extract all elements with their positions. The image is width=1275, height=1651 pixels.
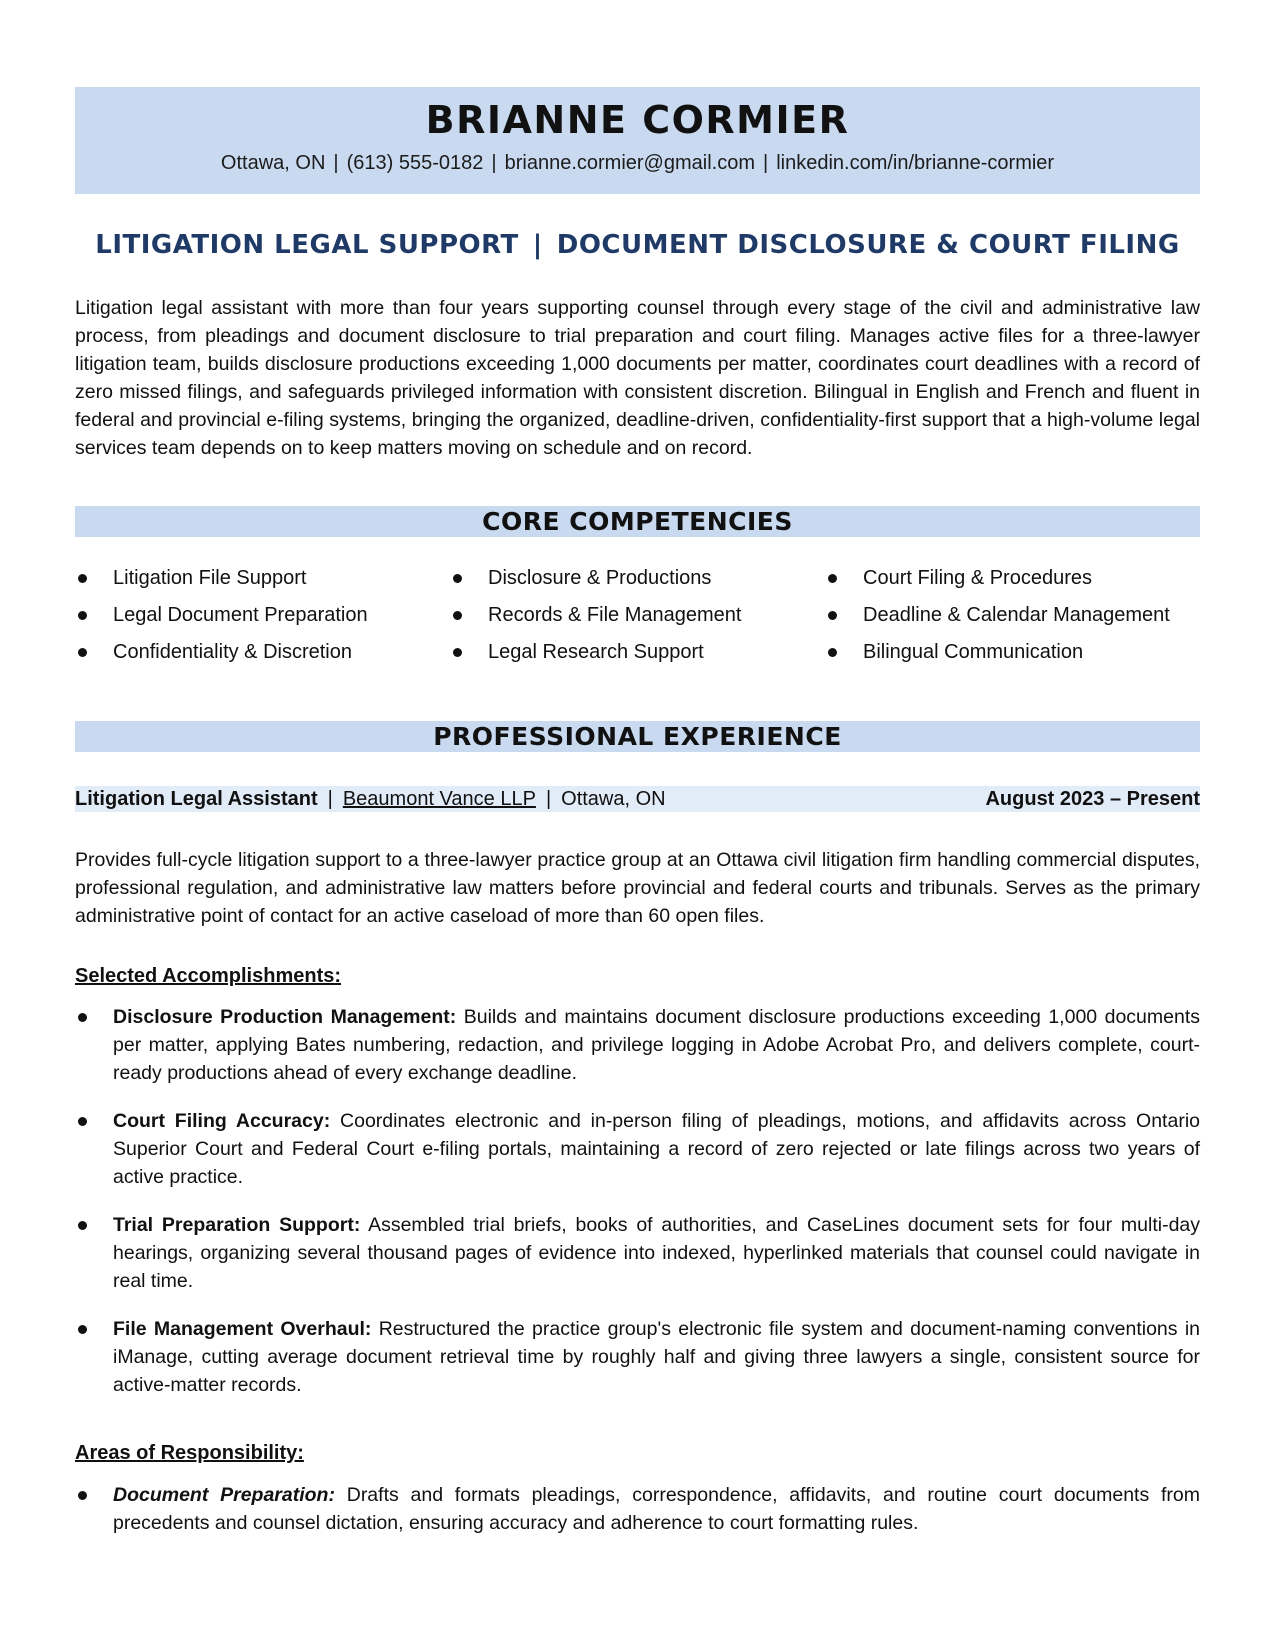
bullet-icon <box>453 648 462 657</box>
contact-linkedin[interactable]: linkedin.com/in/brianne-cormier <box>776 152 1055 174</box>
accomplishment-label: File Management Overhaul: <box>113 1318 372 1340</box>
accomplishments-list <box>75 1003 1200 1399</box>
bullet-icon <box>828 648 837 657</box>
bullet-icon <box>453 611 462 620</box>
accomplishment-item <box>75 1003 1200 1087</box>
accomplishment-text: Assembled trial briefs, books of authorities, and CaseLines document sets for four multi-day hearings, organizing several thousand pages of evidence into indexed, hyperlinked materials that counsel could navigate in real time. <box>113 1214 1201 1292</box>
job-location: Ottawa, ON <box>561 788 666 810</box>
bullet-icon <box>78 1325 87 1334</box>
competency-label: Confidentiality & Discretion <box>113 641 352 663</box>
job-separator: | <box>327 788 333 810</box>
headline-right: DOCUMENT DISCLOSURE & COURT FILING <box>556 230 1180 260</box>
job-description: Provides full-cycle litigation support to a three-lawyer practice group at an Ottawa civil litigation firm handling commercial disputes, professional regulation, and administrative law matters before provincial and federal courts and tribunals. Serves as the primary administrative point of contact for an active caseload of more than 60 open files. <box>75 849 1200 927</box>
accomplishment-text: Restructured the practice group's electronic file system and document-naming conventions in iManage, cutting average document retrieval time by roughly half and giving three lawyers a single, consistent source for active-matter records. <box>113 1318 1200 1396</box>
job-title: Litigation Legal Assistant <box>75 788 318 810</box>
accomplishment-label: Disclosure Production Management: <box>113 1006 457 1028</box>
bullet-icon <box>828 611 837 620</box>
employer-link[interactable]: Beaumont Vance LLP <box>342 788 536 810</box>
contact-phone[interactable]: (613) 555-0182 <box>346 152 484 174</box>
bullet-icon <box>78 1491 87 1500</box>
accomplishment-label: Trial Preparation Support: <box>113 1214 361 1236</box>
headline-separator: | <box>532 230 543 260</box>
accomplishments-heading: Selected Accomplishments: <box>75 965 342 987</box>
competency-label: Litigation File Support <box>113 567 307 589</box>
section-heading-experience: PROFESSIONAL EXPERIENCE <box>75 721 1200 752</box>
competencies-grid <box>75 565 1200 665</box>
competency-label: Records & File Management <box>488 604 742 626</box>
accomplishment-item <box>75 1211 1200 1295</box>
job-dates: August 2023 – Present <box>985 788 1200 810</box>
contact-email[interactable]: brianne.cormier@gmail.com <box>504 152 755 174</box>
competency-item <box>75 602 450 628</box>
competency-label: Court Filing & Procedures <box>863 567 1092 589</box>
competency-item <box>825 602 1200 628</box>
competency-item <box>75 565 450 591</box>
competency-label: Deadline & Calendar Management <box>863 604 1170 626</box>
accomplishment-item <box>75 1107 1200 1191</box>
competency-label: Bilingual Communication <box>863 641 1084 663</box>
responsibility-item <box>75 1481 1200 1537</box>
contact-line <box>75 152 1200 175</box>
bullet-icon <box>78 611 87 620</box>
bullet-icon <box>78 1221 87 1230</box>
competency-label: Legal Research Support <box>488 641 704 663</box>
accomplishment-item <box>75 1315 1200 1399</box>
bullet-icon <box>78 648 87 657</box>
contact-separator: | <box>491 152 497 174</box>
competency-item <box>450 565 825 591</box>
competency-item <box>825 639 1200 665</box>
competency-item <box>450 602 825 628</box>
competency-item <box>825 565 1200 591</box>
accomplishment-text: Coordinates electronic and in-person filing of pleadings, motions, and affidavits across Ontario Superior Court and Federal Court e-filing portals, maintaining a record of zero rejected or late filings across two years of active practice. <box>113 1110 1200 1188</box>
contact-separator: | <box>762 152 769 174</box>
contact-separator: | <box>333 152 339 174</box>
bullet-icon <box>78 1117 87 1126</box>
competency-label: Legal Document Preparation <box>113 604 368 626</box>
job-header <box>75 786 1200 812</box>
professional-summary: Litigation legal assistant with more than four years supporting counsel through every stage of the civil and administrative law process, from pleadings and document disclosure to trial preparation and court filing. Manages active files for a three-lawyer litigation team, builds disclosure productions exceeding 1,000 documents per matter, coordinates court deadlines with a record of zero missed filings, and safeguards privileged information with consistent discretion. Bilingual in English and French and fluent in federal and provincial e-filing systems, bringing the organized, deadline-driven, confidentiality-first support that a high-volume legal services team depends on to keep matters moving on schedule and on record. <box>75 297 1200 459</box>
bullet-icon <box>828 574 837 583</box>
bullet-icon <box>78 1013 87 1022</box>
section-heading-competencies: CORE COMPETENCIES <box>75 506 1200 537</box>
bullet-icon <box>78 574 87 583</box>
accomplishment-label: Court Filing Accuracy: <box>113 1110 331 1132</box>
responsibility-label: Document Preparation: <box>113 1484 335 1506</box>
candidate-name: BRIANNE CORMIER <box>425 98 850 142</box>
competency-item <box>75 639 450 665</box>
contact-location: Ottawa, ON <box>220 152 326 174</box>
responsibility-text: Drafts and formats pleadings, correspondence, affidavits, and routine court documents from precedents and counsel dictation, ensuring accuracy and adherence to court formatting rules. <box>113 1484 1200 1534</box>
accomplishment-text: Builds and maintains document disclosure productions exceeding 1,000 documents per matter, applying Bates numbering, redaction, and privilege logging in Adobe Acrobat Pro, and delivers complete, court-ready productions ahead of every exchange deadline. <box>113 1006 1200 1084</box>
professional-headline <box>75 230 1200 260</box>
headline-left: LITIGATION LEGAL SUPPORT <box>95 230 519 260</box>
responsibilities-heading: Areas of Responsibility: <box>75 1442 304 1464</box>
job-separator: | <box>545 788 552 810</box>
competency-item <box>450 639 825 665</box>
competency-label: Disclosure & Productions <box>488 567 712 589</box>
responsibilities-list <box>75 1481 1200 1537</box>
bullet-icon <box>453 574 462 583</box>
